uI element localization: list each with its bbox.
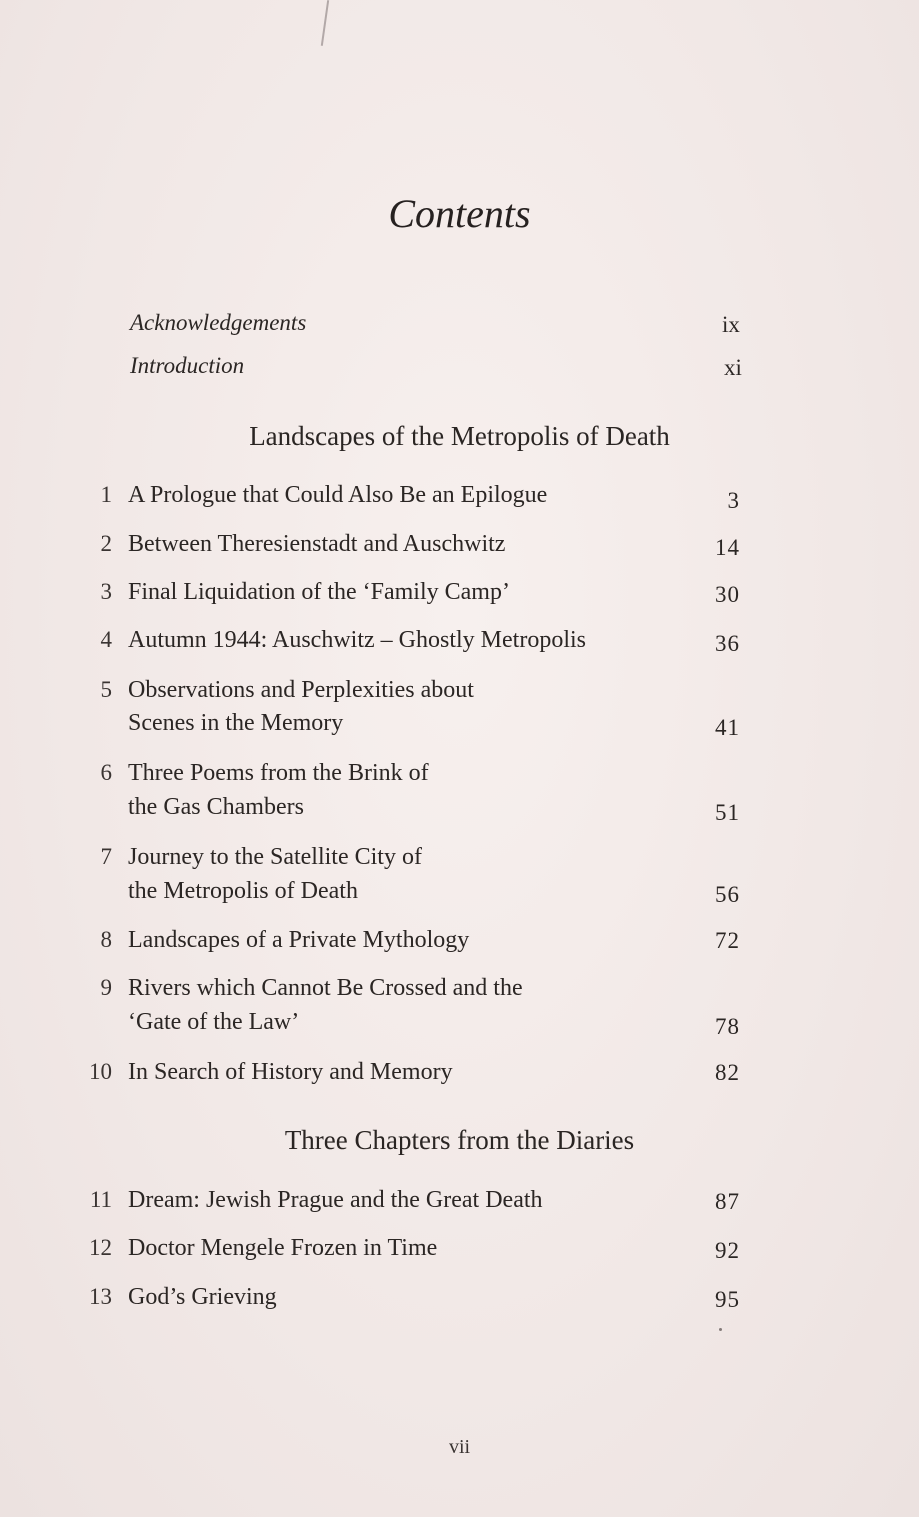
chapter-title-line-1: Rivers which Cannot Be Crossed and the [128,975,523,1001]
chapter-page: 78 [715,1014,740,1039]
chapter-page: 72 [715,928,740,953]
chapter-number: 9 [100,975,112,1000]
chapter-number: 8 [100,927,112,952]
chapter-title: Doctor Mengele Frozen in Time [128,1235,438,1261]
chapter-title: Final Liquidation of the ‘Family Camp’ [128,579,510,605]
chapter-number: 1 [100,482,112,507]
chapter-title: In Search of History and Memory [128,1059,453,1085]
chapter-number: 10 [89,1059,112,1084]
chapter-page: 87 [715,1189,740,1214]
chapter-title: Landscapes of a Private Mythology [128,927,470,953]
chapter-title-line-1: Observations and Perplexities about [128,677,474,703]
chapter-title-line-1: Journey to the Satellite City of [128,844,422,870]
page-title: Contents [388,191,531,236]
chapter-title: A Prologue that Could Also Be an Epilogue [128,482,548,508]
show-through-mark [321,0,329,46]
front-matter-introduction-page: xi [724,355,742,380]
chapter-title-line-1: Three Poems from the Brink of [128,760,429,786]
front-matter-acknowledgements-page: ix [722,312,740,337]
chapter-title: Dream: Jewish Prague and the Great Death [128,1187,543,1213]
section-heading-diaries: Three Chapters from the Diaries [284,1125,635,1155]
chapter-page: 41 [715,715,740,740]
chapter-page: 56 [715,882,740,907]
chapter-page: 92 [715,1238,740,1263]
page-number: vii [448,1436,471,1458]
chapter-title: God’s Grieving [128,1284,277,1310]
chapter-number: 12 [89,1235,112,1260]
chapter-number: 5 [100,677,112,702]
chapter-title: Autumn 1944: Auschwitz – Ghostly Metropolis [128,627,586,653]
chapter-page: 51 [715,800,740,825]
chapter-number: 6 [100,760,112,785]
ink-dot [719,1328,722,1331]
chapter-page: 14 [715,535,740,560]
chapter-title-line-2: the Metropolis of Death [128,878,358,904]
chapter-page: 3 [727,488,740,513]
chapter-title-line-2: the Gas Chambers [128,794,304,820]
front-matter-introduction: Introduction [130,353,245,378]
chapter-number: 7 [100,844,112,869]
chapter-page: 30 [715,582,740,607]
chapter-number: 4 [100,627,112,652]
chapter-title: Between Theresienstadt and Auschwitz [128,531,506,557]
chapter-page: 82 [715,1060,740,1085]
chapter-title-line-2: Scenes in the Memory [128,710,344,736]
chapter-number: 3 [100,579,112,604]
chapter-number: 2 [100,531,112,556]
chapter-number: 13 [89,1284,112,1309]
chapter-title-line-2: ‘Gate of the Law’ [128,1009,300,1035]
chapter-number: 11 [89,1187,112,1212]
section-heading-landscapes: Landscapes of the Metropolis of Death [249,421,670,451]
chapter-page: 95 [715,1287,740,1312]
front-matter-acknowledgements: Acknowledgements [130,310,307,335]
chapter-page: 36 [715,631,740,656]
